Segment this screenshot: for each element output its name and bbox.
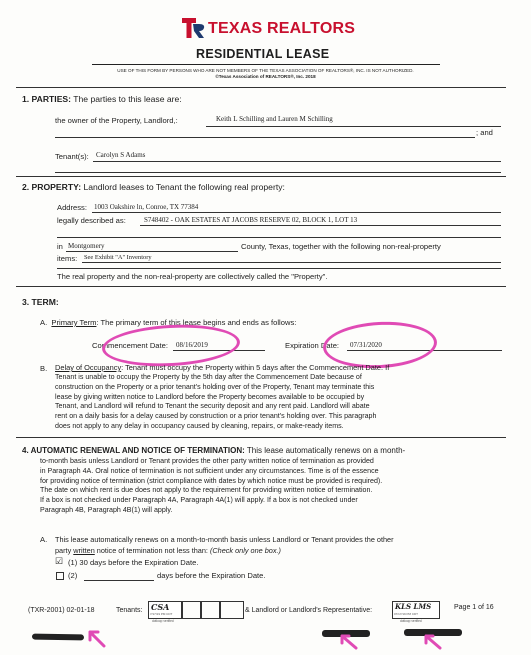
delay-line1: : Tenant must occupy the Property within 5 days after the Commencement Date. If <box>121 363 390 372</box>
address-line <box>92 212 501 213</box>
legal-label: legally described as: <box>57 216 126 225</box>
landlord-dotloop-verified: dotloop verified <box>400 619 422 623</box>
section-1-heading: 1. PARTIES: <box>22 94 72 104</box>
delay-body <box>55 373 505 432</box>
and-text: ; and <box>476 128 493 137</box>
delay-line: does not apply to any delay in occupancy caused by cleaning, repairs, or make-ready items. <box>55 421 344 430</box>
county-text: County, Texas, together with the following non-real-property <box>241 242 441 251</box>
section-4-title <box>22 446 405 455</box>
tenant-initials-box-2[interactable] <box>182 601 201 619</box>
section-4-line: Paragraph 4B, Paragraph 4B(1) will apply. <box>40 505 173 514</box>
landlord-name-value[interactable]: Keith L Schilling and Lauren M Schilling <box>216 115 333 123</box>
in-label: in <box>57 242 63 251</box>
section-2-heading: 2. PROPERTY: <box>22 182 82 192</box>
delay-line: construction on the Property or a prior tenant's holding over of the Property, Tenant may terminate this <box>55 382 375 391</box>
landlord-prefix: the owner of the Property, Landlord,: <box>55 116 178 125</box>
landlord-initials-box[interactable] <box>392 601 440 619</box>
texas-realtors-logo <box>182 18 206 38</box>
option-1-text: (1) 30 days before the Expiration Date. <box>68 558 199 567</box>
section-2-text: Landlord leases to Tenant the following real property: <box>83 182 285 192</box>
legal-line-1 <box>140 225 501 226</box>
pink-arrow-icon <box>340 634 360 650</box>
tenant-dotloop-stamp: 7/17/19 PM CDT <box>150 612 173 616</box>
page-title: RESIDENTIAL LEASE <box>196 47 330 61</box>
term-a-label: A. <box>40 318 48 327</box>
option-2-days-line <box>84 580 154 581</box>
renewal-written: written <box>73 546 95 555</box>
tenant-dotloop-verified: dotloop verified <box>152 619 174 623</box>
items-line-1 <box>82 262 501 263</box>
option-2-checkbox[interactable] <box>56 572 64 580</box>
renewal-rest: notice of termination not less than: <box>96 546 208 555</box>
tenant-label: Tenant(s): <box>55 152 89 161</box>
section-4-body <box>40 457 505 516</box>
section-4-line: to-month basis unless Landlord or Tenant provides the other party written notice of termination as provided <box>40 457 374 465</box>
commencement-date[interactable]: 08/16/2019 <box>176 341 208 349</box>
section-1-title <box>22 94 182 104</box>
section-4-line: in Paragraph 4A. Oral notice of termination is not sufficient under any circumstances. Time is of the essence <box>40 466 379 475</box>
redaction-mark <box>32 634 84 641</box>
section-3-title <box>22 297 59 307</box>
items-line-2 <box>57 268 501 269</box>
expiration-label: Expiration Date: <box>285 341 340 350</box>
page-number: Page 1 of 16 <box>454 604 494 611</box>
renewal-check-note: (Check only one box.) <box>209 546 281 555</box>
term-a-title: Primary Term <box>51 318 97 327</box>
pink-arrow-icon <box>88 630 108 650</box>
section-4-line: The date on which rent is due does not apply to the requirement for providing written notice of termination. <box>40 486 373 495</box>
tenant-initials-box-4[interactable] <box>220 601 244 619</box>
tenant-initials-box[interactable] <box>148 601 182 619</box>
landlord-line-2 <box>55 137 475 138</box>
tenant-line-2 <box>55 172 501 173</box>
landlord-line-1 <box>206 126 501 127</box>
legal-line-2 <box>57 237 501 238</box>
section-2-title <box>22 182 285 192</box>
section-1-text: The parties to this lease are: <box>73 94 182 104</box>
address-label: Address: <box>57 203 87 212</box>
divider <box>16 87 506 88</box>
tenant-initials-box-3[interactable] <box>201 601 220 619</box>
expiration-date[interactable]: 07/31/2020 <box>350 341 382 349</box>
renewal-a-label: A. <box>40 535 48 544</box>
brand-name: TEXAS REALTORS <box>208 20 356 37</box>
title-rule <box>92 64 440 65</box>
divider <box>16 286 506 287</box>
term-a-text: : The primary term of this lease begins and ends as follows: <box>96 318 297 327</box>
items-label: items: <box>57 254 78 263</box>
option-2-label: (2) <box>68 571 78 580</box>
address-value[interactable]: 1003 Oakshire ln, Conroe, TX 77384 <box>94 203 199 211</box>
landlord-dotloop-stamp: 07/17/19 PM CDT <box>394 612 419 616</box>
delay-line: rent on a daily basis for a delay caused by construction or a prior tenant's holding over. This paragraph <box>55 412 377 421</box>
tenant-line-1 <box>93 161 501 162</box>
landlord-initials-signature: KLS LMS <box>395 602 432 611</box>
legal-value[interactable]: S748402 - OAK ESTATES AT JACOBS RESERVE 02, BLOCK 1, LOT 13 <box>144 216 358 224</box>
divider <box>16 437 506 438</box>
pink-arrow-icon <box>424 634 444 650</box>
copyright: ©Texas Association of REALTORS®, Inc. 2018 <box>215 74 316 79</box>
renewal-party: party <box>55 546 72 555</box>
tenant-initials-signature: CSA <box>151 602 170 612</box>
usage-notice: USE OF THIS FORM BY PERSONS WHO ARE NOT MEMBERS OF THE TEXAS ASSOCIATION OF REALTORS®, INC. IS NOT AUTHORIZED. <box>117 68 414 73</box>
delay-title: Delay of Occupancy <box>55 363 122 372</box>
option-1-checkbox[interactable]: ☑ <box>55 556 64 566</box>
delay-line: lease by giving written notice to Landlord before the Property becomes available to be occupied by <box>55 392 365 401</box>
section-4-line1: This lease automatically renews on a month- <box>246 446 406 455</box>
section-3-heading: 3. TERM: <box>22 297 59 307</box>
option-2-text: days before the Expiration Date. <box>157 571 266 580</box>
renewal-a-line2 <box>55 546 281 555</box>
county-value[interactable]: Montgomery <box>68 242 105 250</box>
renewal-a-line1: This lease automatically renews on a month-to-month basis unless Landlord or Tenant provides the other <box>55 535 394 544</box>
delay-label: B. <box>40 364 48 373</box>
collective-text: The real property and the non-real-property are collectively called the "Property". <box>57 272 328 281</box>
tenants-initials-label: Tenants: <box>116 607 143 614</box>
section-4-line: If a box is not checked under Paragraph 4A, Paragraph 4A(1) will apply. If a box is not checked under <box>40 496 358 505</box>
delay-line: Tenant, and Landlord will refund to Tenant the security deposit and any rent paid. Landlord will abate <box>55 402 370 411</box>
tenant-name-value[interactable]: Carolyn S Adams <box>96 151 146 159</box>
form-id: (TXR-2001) 02-01-18 <box>28 607 95 614</box>
items-value[interactable]: See Exhibit "A" Inventory <box>84 254 152 261</box>
delay-line: Tenant is unable to occupy the Property by the 5th day after the Commencement Date because of <box>55 373 362 381</box>
section-4-heading: 4. AUTOMATIC RENEWAL AND NOTICE OF TERMINATION: <box>22 446 245 455</box>
delay-first-line <box>55 363 389 372</box>
section-4-line: for providing notice of termination (strict compliance with dates by which notice must be provided is required). <box>40 476 383 485</box>
county-line <box>66 251 238 252</box>
commencement-label: Commencement Date: <box>92 341 168 350</box>
landlord-initials-label: & Landlord or Landlord's Representative: <box>245 607 373 614</box>
divider <box>16 176 506 177</box>
